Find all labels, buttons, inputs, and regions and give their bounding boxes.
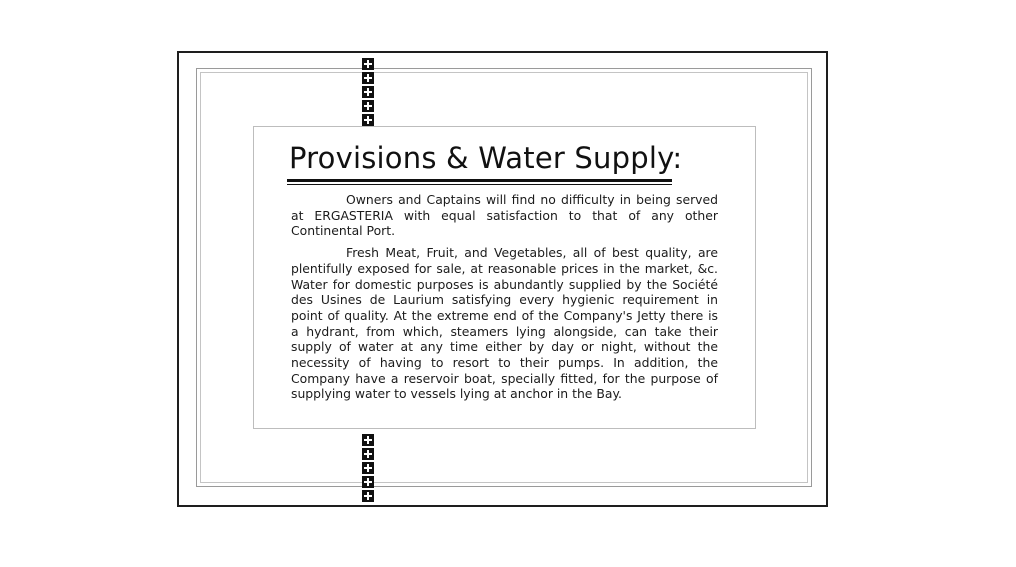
paragraph-owners: Owners and Captains will find no difficulty in being served at ERGASTERIA with equal satisfaction to that of any other Continental Port. xyxy=(291,192,718,239)
cross-box-icon xyxy=(362,72,374,84)
cross-box-icon xyxy=(362,100,374,112)
cross-box-icon xyxy=(362,58,374,70)
cross-box-icon xyxy=(362,476,374,488)
ornament-top xyxy=(358,58,378,126)
ornament-bottom xyxy=(358,434,378,502)
page-title: Provisions & Water Supply: xyxy=(289,141,683,175)
cross-box-icon xyxy=(362,434,374,446)
cross-box-icon xyxy=(362,462,374,474)
cross-box-icon xyxy=(362,448,374,460)
title-underline-thick xyxy=(287,179,672,182)
body-text xyxy=(291,192,718,408)
title-underline-thin xyxy=(287,184,672,185)
paragraph-fresh-meat: Fresh Meat, Fruit, and Vegetables, all of best quality, are plentifully exposed for sale, at reasonable prices in the market, &c. Water for domestic purposes is abundantly supplied by the Société des Usines de Laurium satisfying every hygienic requirement in point of quality. At the extreme end of the Company's Jetty there is a hydrant, from which, steamers lying alongside, can take their supply of water at any time either by day or night, without the necessity of having to resort to their pumps. In addition, the Company have a reservoir boat, specially fitted, for the purpose of supplying water to vessels lying at anchor in the Bay. xyxy=(291,245,718,402)
cross-box-icon xyxy=(362,490,374,502)
cross-box-icon xyxy=(362,86,374,98)
cross-box-icon xyxy=(362,114,374,126)
